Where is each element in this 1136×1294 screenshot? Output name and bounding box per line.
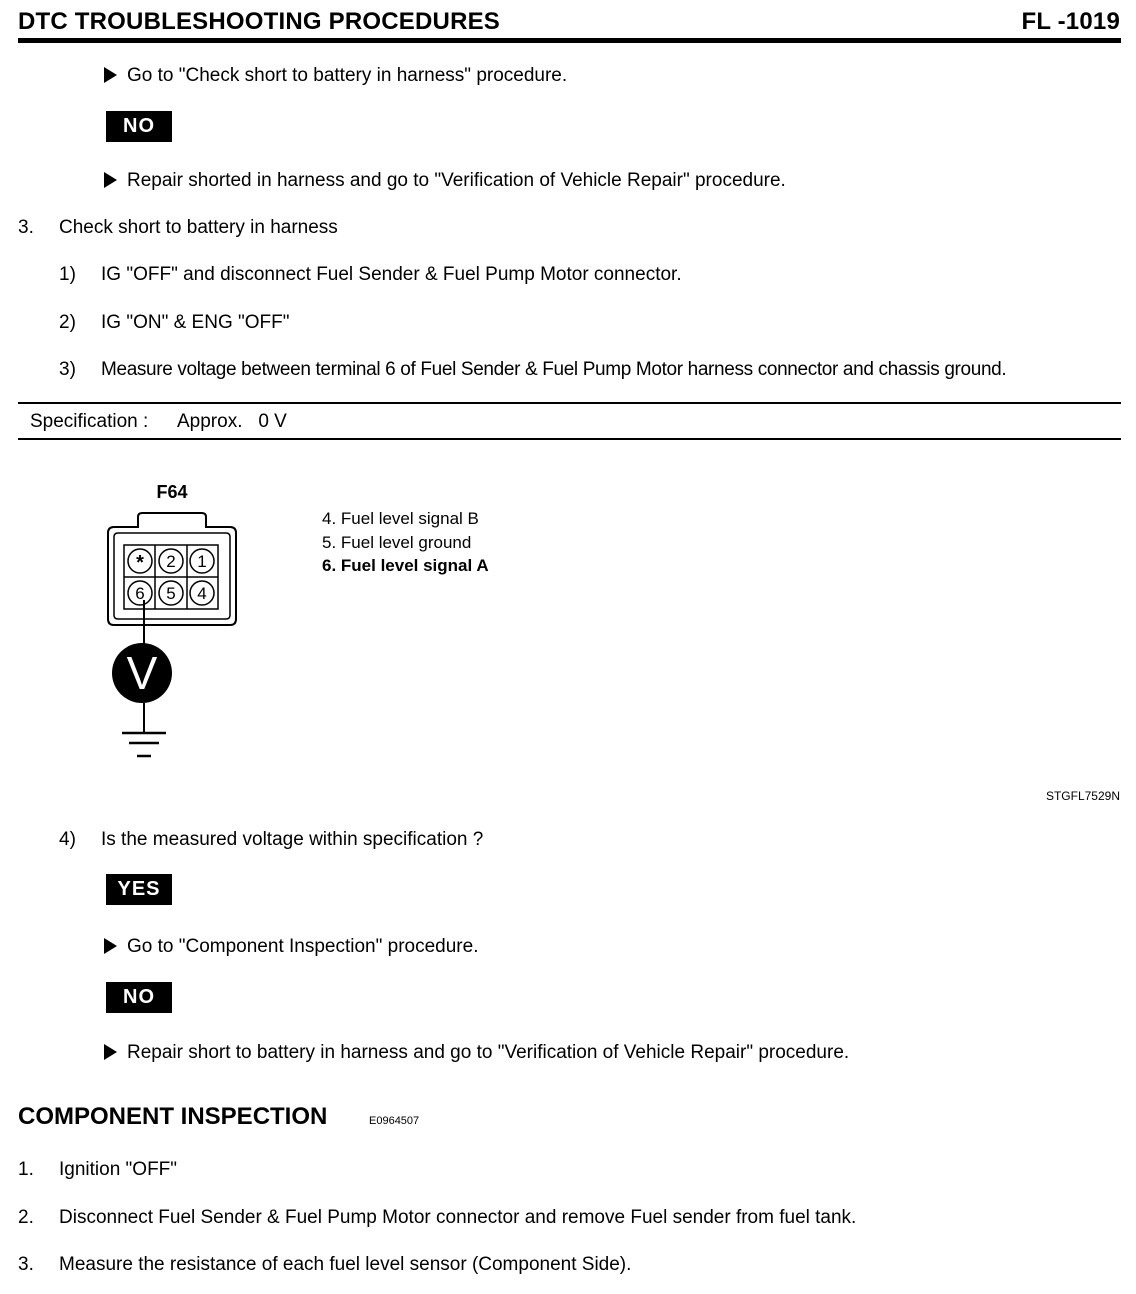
page-title: DTC TROUBLESHOOTING PROCEDURES bbox=[18, 8, 501, 35]
pin-label: * bbox=[136, 552, 144, 574]
substep-text: IG "OFF" and disconnect Fuel Sender & Fuel Pump Motor connector. bbox=[101, 264, 682, 285]
repair-instruction bbox=[104, 170, 786, 192]
connector-inner bbox=[114, 533, 230, 619]
yes-action-text: Go to "Component Inspection" procedure. bbox=[127, 936, 479, 957]
inspection-step-text: Measure the resistance of each fuel level sensor (Component Side). bbox=[59, 1254, 632, 1275]
substep-text: Measure voltage between terminal 6 of Fuel Sender & Fuel Pump Motor harness connector and chassis ground. bbox=[101, 359, 1007, 380]
page-number: FL -1019 bbox=[1021, 8, 1120, 35]
no-action-text: Repair short to battery in harness and go to "Verification of Vehicle Repair" procedure. bbox=[127, 1042, 850, 1063]
step3-number: 3. bbox=[18, 217, 34, 238]
substep-number: 1) bbox=[59, 264, 76, 285]
go-to-instruction bbox=[104, 65, 567, 87]
substep-text: IG "ON" & ENG "OFF" bbox=[101, 312, 290, 333]
no-action bbox=[104, 1042, 849, 1064]
inspection-step-text: Ignition "OFF" bbox=[59, 1159, 178, 1180]
go-to-text: Go to "Check short to battery in harness" procedure. bbox=[127, 65, 568, 86]
inspection-step-number: 3. bbox=[18, 1254, 34, 1275]
no-badge: NO bbox=[106, 111, 172, 142]
yes-action bbox=[104, 936, 478, 958]
pin-label: 4 bbox=[197, 584, 207, 603]
pin-label: 2 bbox=[166, 552, 176, 571]
step4-question: Is the measured voltage within specification ? bbox=[101, 829, 484, 850]
substep-number: 3) bbox=[59, 359, 76, 380]
pin-label: 5 bbox=[166, 584, 176, 603]
step4-number: 4) bbox=[59, 829, 76, 850]
substep-number: 2) bbox=[59, 312, 76, 333]
figure-code: STGFL7529N bbox=[1045, 789, 1120, 803]
spec-top-rule bbox=[18, 402, 1121, 404]
connector-diagram bbox=[100, 475, 260, 775]
legend-item: 4. Fuel level signal B bbox=[322, 509, 479, 528]
inspection-step-number: 1. bbox=[18, 1159, 34, 1180]
connector-id: F64 bbox=[156, 482, 188, 502]
arrow-right-icon bbox=[104, 938, 117, 954]
arrow-right-icon bbox=[104, 67, 117, 83]
spec-label: Specification : bbox=[30, 411, 149, 432]
inspection-step-number: 2. bbox=[18, 1207, 34, 1228]
header-rule bbox=[18, 38, 1121, 43]
no-badge: NO bbox=[106, 982, 172, 1013]
spec-bottom-rule bbox=[18, 438, 1121, 440]
pin-legend bbox=[322, 507, 489, 578]
section-code: E0964507 bbox=[369, 1115, 420, 1127]
inspection-step-text: Disconnect Fuel Sender & Fuel Pump Motor connector and remove Fuel sender from fuel tank. bbox=[59, 1207, 857, 1228]
legend-item: 6. Fuel level signal A bbox=[322, 556, 489, 575]
legend-item: 5. Fuel level ground bbox=[322, 532, 472, 552]
voltmeter-label: V bbox=[126, 647, 158, 699]
section-title: COMPONENT INSPECTION bbox=[18, 1103, 328, 1130]
spec-value: Approx. 0 V bbox=[177, 411, 287, 432]
yes-badge: YES bbox=[106, 874, 172, 905]
pin-label: 6 bbox=[135, 584, 145, 603]
step3-title: Check short to battery in harness bbox=[59, 217, 338, 238]
pin-label: 1 bbox=[197, 552, 207, 571]
arrow-right-icon bbox=[104, 1044, 117, 1060]
repair-text: Repair shorted in harness and go to "Verification of Vehicle Repair" procedure. bbox=[127, 170, 786, 191]
arrow-right-icon bbox=[104, 172, 117, 188]
